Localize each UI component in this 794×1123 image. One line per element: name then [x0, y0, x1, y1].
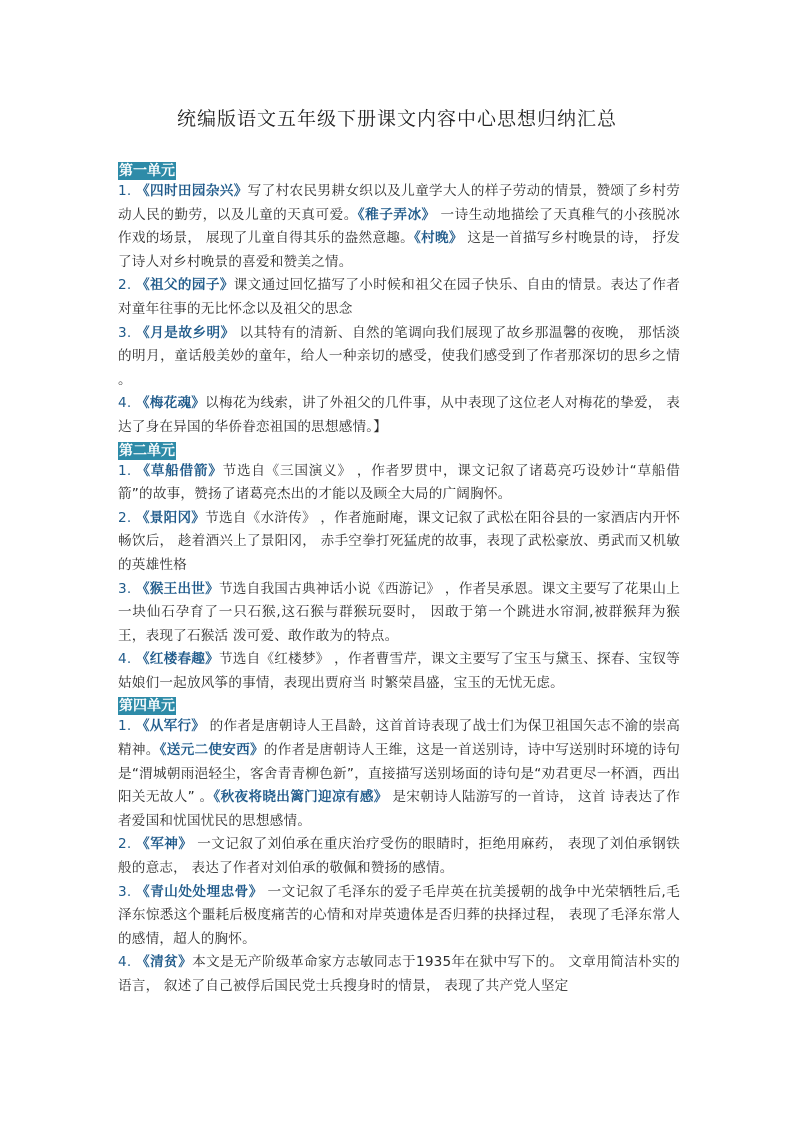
text-title: 《草船借箭》 [136, 462, 223, 479]
item-number: 1. [118, 718, 136, 735]
item-number: 2. [118, 509, 136, 526]
unit-section [118, 695, 680, 998]
item-number: 2. [118, 836, 137, 853]
item-number: 3. [118, 580, 136, 597]
summary-text: 节选自《水浒传》 ，作者施耐庵，课文记叙了武松在阳谷县的一家酒店内开怀畅饮后， 趁着酒兴上了景阳冈， 赤手空拳打死猛虎的故事，表现了武松豪放、勇武而又机敏的英雄性格 [118, 509, 680, 573]
text-title: 《从军行》 [135, 718, 206, 735]
unit-heading: 第二单元 [119, 442, 175, 459]
summary-text: 的作者是唐朝诗人王维，这是一首送别诗，诗中写送别时环境的诗句是“渭城朝雨浥轻尘，客舍青青柳色新”，直接描写送别场面的诗句是“劝君更尽一杯酒，西出阳关无故人” 。 [118, 742, 680, 806]
text-title: 《猴王出世》 [135, 580, 219, 597]
summary-text: 一文记叙了毛泽东的爱子毛岸英在抗美援朝的战争中光荣牺牲后,毛泽东惊悉这个噩耗后极度痛苦的心情和对岸英遗体是否归葬的抉择过程， 表现了毛泽东常人的感情，超人的胸怀。 [118, 883, 680, 947]
summary-paragraph [118, 833, 680, 880]
item-number: 2. [118, 277, 137, 294]
text-title: 《梅花魂》 [135, 395, 206, 412]
item-number: 3. [118, 324, 137, 341]
text-title: 《四时田园杂兴》 [136, 183, 248, 199]
text-title: 《月是故乡明》 [136, 324, 235, 341]
text-title: 《军神》 [136, 836, 193, 853]
summary-text: 以其特有的清新、自然的笔调向我们展现了故乡那温馨的夜晚， 那恬淡的明月，童话般美妙的童年，给人一种亲切的感受，使我们感受到了作者那深切的思乡之情 。 [118, 324, 680, 388]
item-number: 1. [118, 462, 137, 479]
summary-text: 一文记叙了刘伯承在重庆治疗受伤的眼睛时，拒绝用麻药， 表现了刘伯承钢铁般的意志， 表达了作者对刘伯承的敬佩和赞扬的感情。 [118, 836, 680, 877]
item-number: 1. [118, 183, 137, 199]
summary-paragraph [118, 274, 680, 321]
summary-text: 一诗生动地描绘了天真稚气的小孩脱冰作戏的场景， 展现了儿童自得其乐的盎然意趣。 [118, 206, 680, 247]
text-title: 《清贫》 [136, 954, 193, 971]
text-title: 《青山处处埋忠骨》 [136, 883, 263, 900]
unit-section [118, 160, 680, 440]
summary-text: 节选自《红楼梦》 ，作者曹雪芹，课文主要写了宝玉与黛玉、探春、宝钗等姑娘们一起放风筝的事情，表现出贾府当 时繁荣昌盛，宝玉的无忧无虑。 [118, 651, 680, 691]
summary-paragraph [118, 507, 680, 578]
summary-text: 本文是无产阶级革命家方志敏同志于1935年在狱中写下的。 文章用简洁朴实的语言， 叙述了自己被俘后国民党士兵搜身时的情景， 表现了共产党人坚定 [118, 954, 680, 994]
text-title: 《送元二使安西》 [159, 742, 264, 759]
text-title: 《祖父的园子》 [136, 277, 234, 294]
summary-paragraph [118, 322, 680, 393]
item-number: 4. [118, 395, 136, 412]
summary-paragraph [118, 392, 680, 439]
summary-paragraph [118, 648, 680, 695]
summary-text: 的作者是唐朝诗人王昌龄，这首首诗表现了战士们为保卫祖国矢志不渝的崇高精神。 [118, 718, 680, 759]
summary-text: 节选自我国古典神话小说《西游记》 ，作者吴承恩。课文主要写了花果山上一块仙石孕育了一只石猴,这石猴与群猴玩耍时， 因敢于第一个跳进水帘洞,被群猴拜为猴王，表现了石猴活 泼可爱、敢作敢为的特点。 [118, 580, 680, 644]
summary-paragraph [118, 578, 680, 649]
text-title: 《红楼春趣》 [135, 651, 219, 668]
summary-paragraph [118, 951, 680, 998]
text-title: 《景阳冈》 [135, 509, 206, 526]
summary-paragraph [118, 881, 680, 952]
unit-heading: 第一单元 [119, 163, 175, 179]
text-title: 《秋夜将晓出篱门迎凉有感》 [213, 789, 388, 806]
summary-text: 以梅花为线索，讲了外祖父的几件事，从中表现了这位老人对梅花的挚爱， 表达了身在异国的华侨眷恋祖国的思想感情。】 [118, 395, 680, 435]
summary-text: 课文通过回忆描写了小时候和祖父在园子快乐、自由的情景。表达了作者对童年往事的无比怀念以及祖父的思念 [118, 277, 680, 317]
item-number: 3. [118, 883, 137, 900]
item-number: 4. [118, 954, 137, 971]
summary-paragraph [118, 460, 680, 507]
item-number: 4. [118, 651, 136, 668]
text-title: 《村晚》 [414, 230, 463, 247]
unit-heading: 第四单元 [119, 698, 175, 715]
document-title: 统编版语文五年级下册课文内容中心思想归纳汇总 [176, 108, 617, 130]
summary-text: 这是一首描写乡村晚景的诗， 抒发了诗人对乡村晚景的喜爱和赞美之情。 [118, 230, 681, 270]
summary-text: 节选自《三国演义》 ，作者罗贯中，课文记叙了诸葛亮巧设妙计“草船借箭”的故事，赞扬了诸葛亮杰出的才能以及顾全大局的广阔胸怀。 [118, 462, 680, 503]
text-title: 《稚子弄冰》 [357, 206, 436, 223]
summary-paragraph [118, 180, 680, 274]
summary-text: 写了村农民男耕女织以及儿童学大人的样子劳动的情景，赞颂了乡村劳动人民的勤劳，以及儿童的天真可爱。 [118, 183, 680, 223]
summary-paragraph [118, 715, 680, 833]
document-body [118, 160, 680, 999]
unit-section [118, 440, 680, 696]
summary-text: 是宋朝诗人陆游写的一首诗， 这首 诗表达了作者爱国和忧国忧民的思想感情。 [118, 789, 681, 829]
